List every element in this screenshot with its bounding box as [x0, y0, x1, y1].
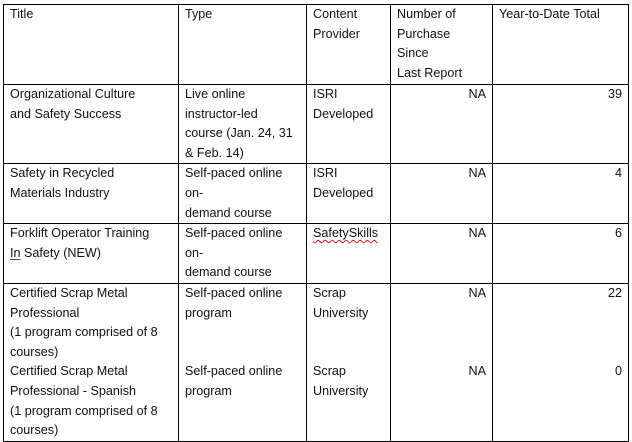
cell-type [179, 283, 307, 362]
table-row [4, 164, 629, 224]
title-line: courses) [10, 423, 59, 438]
type-line: & Feb. 14) [185, 145, 244, 160]
cell-title [4, 224, 179, 284]
header-title [4, 5, 179, 85]
type-line: on- [185, 185, 204, 200]
type-line: Self-paced online [185, 285, 283, 300]
cell-title [4, 283, 179, 362]
header-ytd-text: Year-to-Date Total [499, 7, 600, 21]
cell-provider [307, 164, 391, 224]
header-number-of-purchase [391, 5, 493, 85]
type-line: program [185, 305, 232, 320]
type-line: Live online [185, 87, 246, 101]
cell-purchases: NA [391, 85, 493, 164]
cell-type [179, 224, 307, 284]
cell-purchases: NA [391, 164, 493, 224]
cell-type [179, 362, 307, 441]
table-row [4, 362, 629, 441]
header-provider-line: Provider [313, 26, 360, 41]
cell-ytd-total: 4 [493, 164, 629, 224]
cell-title [4, 85, 179, 164]
title-line: Organizational Culture [10, 87, 136, 101]
table-row [4, 224, 629, 284]
provider-line: Developed [313, 106, 374, 121]
cell-type [179, 164, 307, 224]
cell-purchases: NA [391, 283, 493, 362]
cell-title [4, 164, 179, 224]
title-line: (1 program comprised of 8 [10, 325, 158, 340]
title-line-rest: Safety (NEW) [20, 245, 101, 260]
cell-ytd-total: 39 [493, 85, 629, 164]
cell-ytd-total: 0 [493, 362, 629, 441]
provider-line: Scrap [313, 364, 346, 379]
cell-provider [307, 224, 391, 284]
table-row [4, 283, 629, 362]
title-line: Forklift Operator Training [10, 226, 150, 241]
cell-provider [307, 362, 391, 441]
cell-title [4, 362, 179, 441]
provider-line: University [313, 383, 369, 398]
provider-line: University [313, 305, 369, 320]
provider-line: ISRI [313, 166, 338, 181]
type-line: Self-paced online [185, 166, 283, 181]
header-purchases-line: Since [397, 46, 429, 61]
type-line: course (Jan. 24, 31 [185, 126, 293, 141]
type-line: instructor-led [185, 106, 258, 121]
title-line: courses) [10, 344, 59, 359]
cell-type [179, 85, 307, 164]
header-row [4, 5, 629, 85]
title-line: Safety in Recycled [10, 166, 115, 181]
provider-line: Developed [313, 185, 374, 200]
course-purchase-table-container [3, 4, 629, 442]
type-line: program [185, 383, 232, 398]
title-line: Professional [10, 305, 80, 320]
title-line: Materials Industry [10, 185, 110, 200]
cell-provider [307, 283, 391, 362]
title-line: Certified Scrap Metal [10, 285, 128, 300]
header-type-text: Type [185, 7, 213, 21]
cell-ytd-total: 6 [493, 224, 629, 284]
header-title-text: Title [10, 7, 34, 21]
type-line: Self-paced online [185, 364, 283, 379]
type-line: demand course [185, 265, 272, 280]
cell-purchases: NA [391, 362, 493, 441]
provider-line: ISRI [313, 87, 338, 101]
grammar-flagged-word: In [10, 245, 21, 260]
header-year-to-date-total [493, 5, 629, 85]
spellcheck-flagged-provider: SafetySkills [313, 226, 379, 241]
course-purchase-table [3, 4, 629, 442]
cell-ytd-total: 22 [493, 283, 629, 362]
table-row [4, 85, 629, 164]
title-line: (1 program comprised of 8 [10, 403, 158, 418]
type-line: Self-paced online [185, 226, 283, 241]
type-line: on- [185, 245, 204, 260]
cell-provider [307, 85, 391, 164]
header-purchases-line: Purchase [397, 26, 451, 41]
header-content-provider [307, 5, 391, 85]
header-type [179, 5, 307, 85]
header-purchases-line: Last Report [397, 65, 463, 80]
title-line [10, 244, 172, 264]
header-provider-line: Content [313, 7, 358, 21]
type-line: demand course [185, 205, 272, 220]
cell-purchases: NA [391, 224, 493, 284]
provider-line: Scrap [313, 285, 346, 300]
header-purchases-line: Number of [397, 7, 456, 21]
title-line: Professional - Spanish [10, 383, 137, 398]
title-line: Certified Scrap Metal [10, 364, 128, 379]
title-line: and Safety Success [10, 106, 122, 121]
